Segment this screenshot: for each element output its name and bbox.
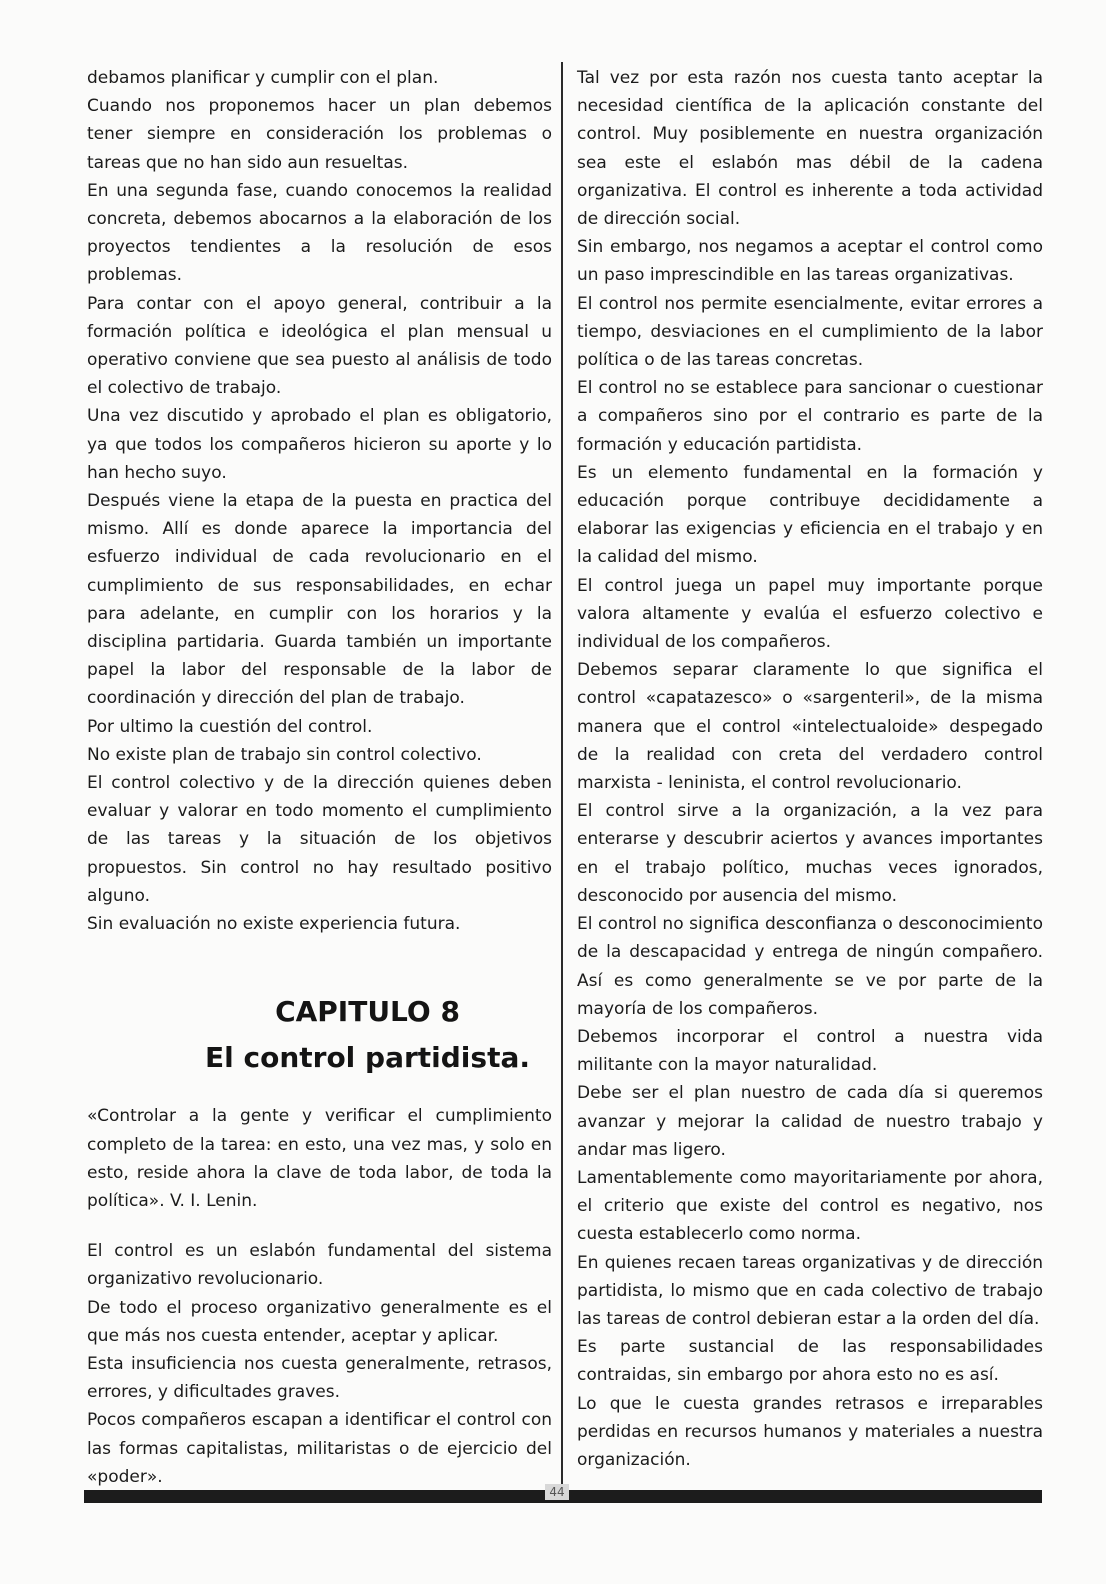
paragraph: Es un elemento fundamental en la formación y educación porque contribuye decididamente a elaborar las exigencias y eficiencia en el trabajo y en la calidad del mismo. (577, 462, 1043, 568)
paragraph: Una vez discutido y aprobado el plan es obligatorio, ya que todos los compañeros hicieron su aporte y lo han hecho suyo. (87, 406, 552, 483)
paragraph: El control no significa desconfianza o desconocimiento de la descapacidad y entrega de ningún compañero. Así es como generalmente se ve por parte de la mayoría de los compañeros. (577, 914, 1043, 1019)
column-divider (561, 62, 563, 1490)
paragraph: El control sirve a la organización, a la vez para enterarse y descubrir aciertos y avances importantes en el trabajo político, muchas veces ignorados, desconocido por ausencia del mismo. (577, 801, 1043, 906)
paragraph: En quienes recaen tareas organizativas y de dirección partidista, lo mismo que en cada colectivo de trabajo las tareas de control debieran estar a la orden del día. (577, 1252, 1043, 1329)
paragraph: Después viene la etapa de la puesta en practica del mismo. Allí es donde aparece la importancia del esfuerzo individual de cada revolucionario en el cumplimiento de sus responsabilidades, en echar para adelante, en cumplir con los horarios y la disciplina partidaria. Guarda también un importante papel la labor del responsable de la labor de coordinación y dirección del plan de trabajo. (87, 491, 552, 709)
paragraph: Sin embargo, nos negamos a aceptar el control como un paso imprescindible en las tareas organizativas. (577, 237, 1043, 286)
page-number: 44 (545, 1484, 569, 1500)
paragraph: Lamentablemente como mayoritariamente por ahora, el criterio que existe del control es negativo, nos cuesta establecerlo como norma. (577, 1167, 1043, 1245)
paragraph: Debemos separar claramente lo que significa el control «capatazesco» o «sargenteril», de la misma manera que el control «intelectualoide» despegado de la realidad con creta del verdadero control marxista - leninista, el control revolucionario. (577, 660, 1043, 794)
paragraph: Es parte sustancial de las responsabilidades contraidas, sin embargo por ahora esto no es así. (577, 1337, 1043, 1386)
epigraph-quote: «Controlar a la gente y verificar el cumplimiento completo de la tarea: en esto, una vez mas, y solo en esto, reside ahora la clave de toda labor, de toda la política». V. I. Lenin. (87, 1106, 552, 1211)
chapter-heading (87, 990, 552, 1080)
paragraph: En una segunda fase, cuando conocemos la realidad concreta, debemos abocarnos a la elaboración de los proyectos tendientes a la resolución de esos problemas. (87, 180, 552, 286)
paragraph: Debemos incorporar el control a nuestra vida militante con la mayor naturalidad. (577, 1026, 1043, 1076)
paragraph: Esta insuficiencia nos cuesta generalmente, retrasos, errores, y dificultades graves. (87, 1353, 552, 1403)
right-column (577, 64, 1043, 1474)
paragraph: El control colectivo y de la dirección quienes deben evaluar y valorar en todo momento el cumplimiento de las tareas y la situación de los objetivos propuestos. Sin control no hay resultado positivo alguno. (87, 773, 552, 906)
paragraph: Cuando nos proponemos hacer un plan debemos tener siempre en consideración los problemas o tareas que no han sido aun resueltas. (87, 96, 552, 173)
paragraph: El control es un eslabón fundamental del sistema organizativo revolucionario. (87, 1241, 552, 1290)
paragraph: Sin evaluación no existe experiencia futura. (87, 914, 461, 935)
paragraph: Debe ser el plan nuestro de cada día si queremos avanzar y mejorar la calidad de nuestro trabajo y andar mas ligero. (577, 1083, 1043, 1160)
paragraph: No existe plan de trabajo sin control colectivo. (87, 744, 482, 765)
paragraph: debamos planificar y cumplir con el plan. (87, 68, 439, 88)
paragraph: El control no se establece para sancionar o cuestionar a compañeros sino por el contrario es parte de la formación y educación partidista. (577, 378, 1043, 455)
paragraph: Tal vez por esta razón nos cuesta tanto aceptar la necesidad científica de la aplicación constante del control. Muy posiblemente en nuestra organización sea este el eslabón mas débil de la cadena organizativa. El control es inherente a toda actividad de dirección social. (577, 68, 1043, 230)
paragraph: Lo que le cuesta grandes retrasos e irreparables perdidas en recursos humanos y materiales a nuestra organización. (577, 1393, 1043, 1470)
left-column (87, 64, 552, 1491)
paragraph: El control nos permite esencialmente, evitar errores a tiempo, desviaciones en el cumplimiento de la labor política o de las tareas concretas. (577, 293, 1043, 371)
paragraph: Para contar con el apoyo general, contribuir a la formación política e ideológica el plan mensual u operativo conviene que sea puesto al análisis de todo el colectivo de trabajo. (87, 293, 552, 399)
paragraph: De todo el proceso organizativo generalmente es el que más nos cuesta entender, aceptar y aplicar. (87, 1297, 552, 1346)
chapter-subtitle: El control partidista. (205, 1041, 530, 1075)
paragraph: Por ultimo la cuestión del control. (87, 716, 373, 737)
paragraph: Pocos compañeros escapan a identificar el control con las formas capitalistas, militaristas o de ejercicio del «poder». (87, 1410, 552, 1487)
paragraph: El control juega un papel muy importante porque valora altamente y evalúa el esfuerzo colectivo e individual de los compañeros. (577, 575, 1043, 653)
chapter-title: CAPITULO 8 (275, 995, 460, 1029)
